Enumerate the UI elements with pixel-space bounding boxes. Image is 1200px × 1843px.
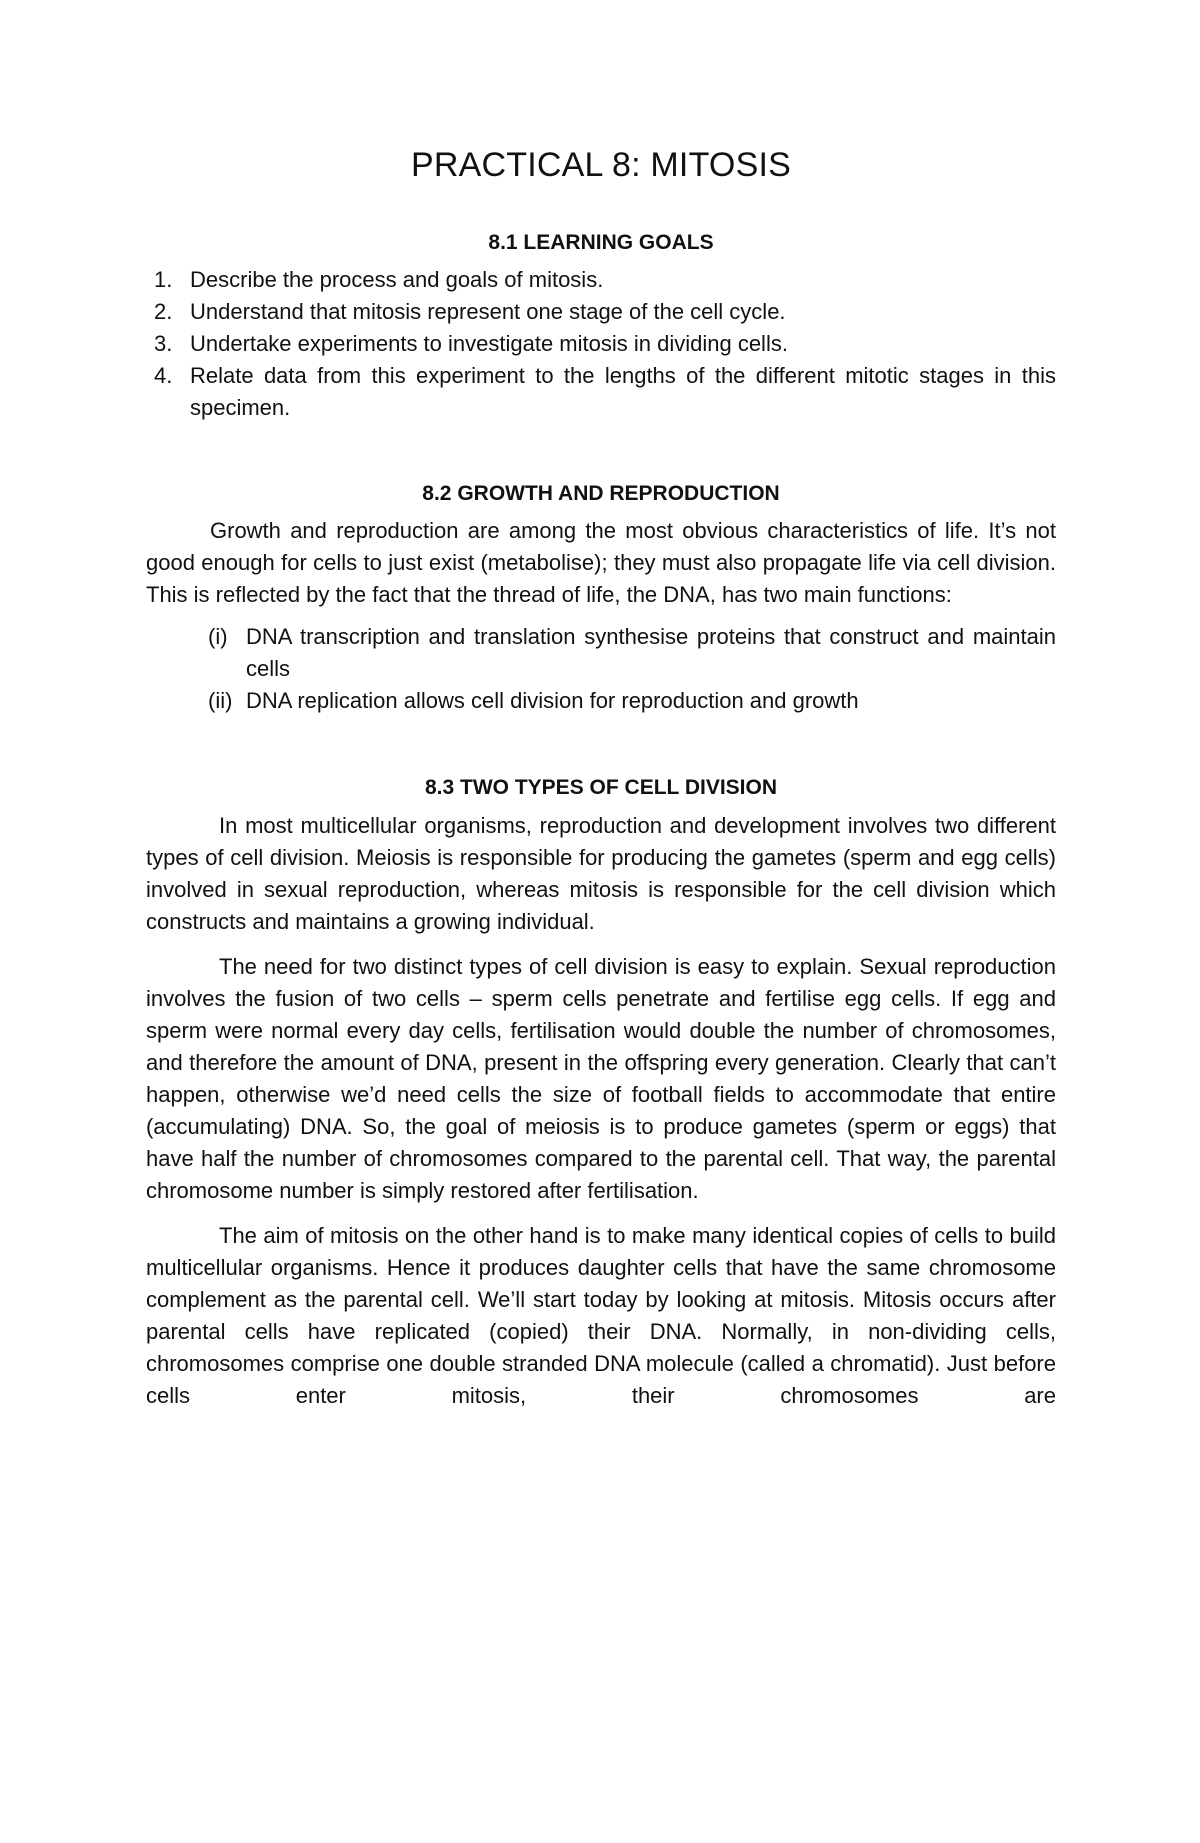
dna-functions-list xyxy=(146,621,1056,717)
growth-heading: 8.2 GROWTH AND REPRODUCTION xyxy=(422,482,780,505)
list-item-number: 2. xyxy=(154,299,173,324)
cell-division-heading: 8.3 TWO TYPES OF CELL DIVISION xyxy=(425,776,777,799)
cell-division-section xyxy=(146,774,1056,1412)
growth-paragraph: Growth and reproduction are among the most obvious characteristics of life. It’s not good enough for cells to just exist (metabolise); they must also propagate life via cell division. This is reflected by the fact that the thread of life, the DNA, has two main functions: xyxy=(146,518,1056,607)
document-page xyxy=(0,145,1200,1843)
list-item xyxy=(146,264,1056,296)
list-item xyxy=(146,360,1056,424)
cell-division-paragraph-2: The need for two distinct types of cell division is easy to explain. Sexual reproduction involves the fusion of two cells – sperm cells penetrate and fertilise egg cells. If egg and sperm were normal every day cells, fertilisation would double the number of chromosomes, and therefore the amount of DNA, present in the offspring every generation. Clearly that can’t happen, otherwise we’d need cells the size of football fields to accommodate that entire (accumulating) DNA. So, the goal of meiosis is to produce gametes (sperm or eggs) that have half the number of chromosomes compared to the parental cell. That way, the parental chromosome number is simply restored after fertilisation. xyxy=(146,954,1056,1203)
list-item xyxy=(146,296,1056,328)
list-item xyxy=(208,685,1056,717)
list-item-number: (i) xyxy=(208,624,228,649)
list-item-number: 4. xyxy=(154,363,173,388)
list-item-number: 3. xyxy=(154,331,173,356)
cell-division-paragraph-1: In most multicellular organisms, reproduction and development involves two different types of cell division. Meiosis is responsible for producing the gametes (sperm and egg cells) involved in sexual reproduction, whereas mitosis is responsible for the cell division which constructs and maintains a growing individual. xyxy=(146,813,1056,934)
cell-division-paragraph-3: The aim of mitosis on the other hand is to make many identical copies of cells to build multicellular organisms. Hence it produces daughter cells that have the same chromosome complement as the parental cell. We’ll start today by looking at mitosis. Mitosis occurs after parental cells have replicated (copied) their DNA. Normally, in non-dividing cells, chromosomes comprise one double stranded DNA molecule (called a chromatid). Just before cells enter mitosis, their chromosomes are xyxy=(146,1223,1056,1408)
list-item xyxy=(146,328,1056,360)
list-item-text: Relate data from this experiment to the lengths of the different mitotic stages in this specimen. xyxy=(190,363,1056,420)
list-item-text: Undertake experiments to investigate mitosis in dividing cells. xyxy=(190,331,788,356)
list-item-text: Describe the process and goals of mitosis. xyxy=(190,267,604,292)
list-item-text: Understand that mitosis represent one stage of the cell cycle. xyxy=(190,299,786,324)
list-item xyxy=(208,621,1056,685)
list-item-text: DNA replication allows cell division for reproduction and growth xyxy=(246,688,859,713)
growth-section xyxy=(146,480,1056,717)
document-title: PRACTICAL 8: MITOSIS xyxy=(411,146,791,184)
learning-goals-heading: 8.1 LEARNING GOALS xyxy=(488,231,714,254)
list-item-number: (ii) xyxy=(208,688,233,713)
learning-goals-list xyxy=(146,264,1056,424)
learning-goals-section xyxy=(146,229,1056,424)
list-item-number: 1. xyxy=(154,267,173,292)
list-item-text: DNA transcription and translation synthesise proteins that construct and maintain cells xyxy=(246,624,1056,681)
